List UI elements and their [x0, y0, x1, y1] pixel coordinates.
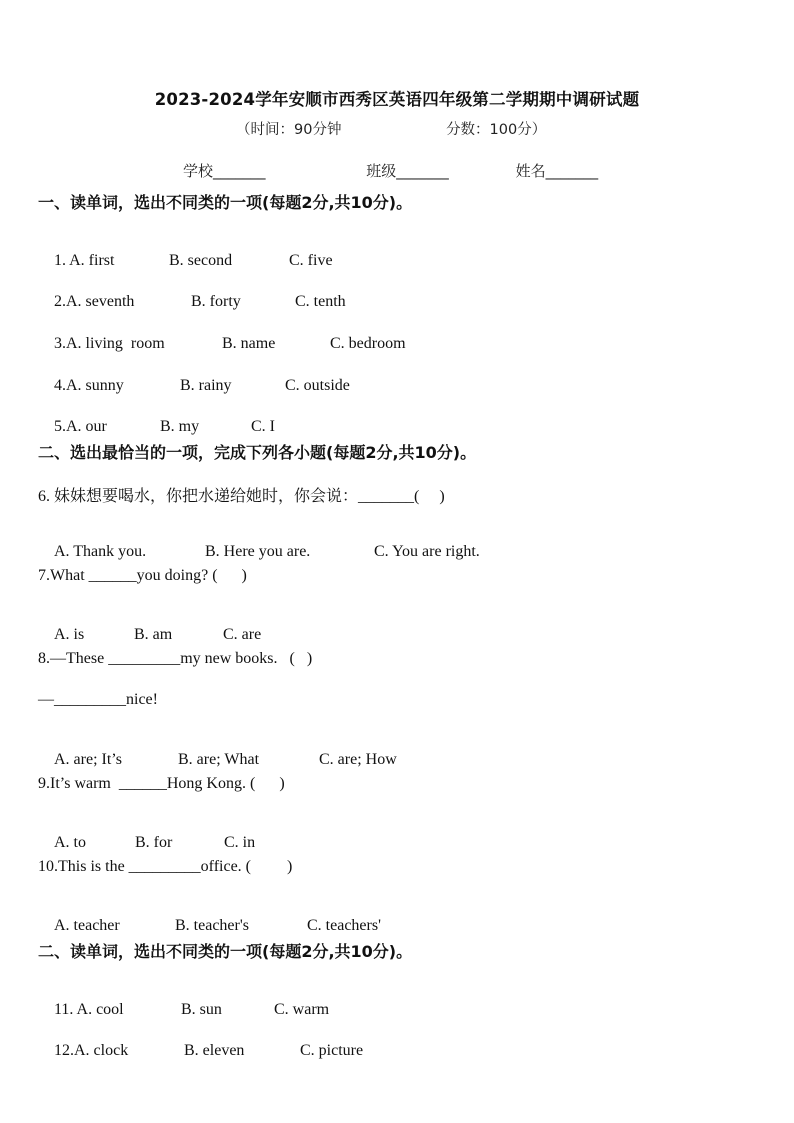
option-b: B. Here you are.	[205, 543, 311, 560]
option-b: B. are; What	[178, 751, 260, 768]
option-c: C. in	[224, 834, 256, 851]
option-c: C. tenth	[295, 293, 346, 310]
question-12	[38, 1024, 363, 1078]
option-b: B. second	[169, 252, 233, 269]
option-b: B. name	[222, 335, 276, 352]
option-c: C. are	[223, 626, 262, 643]
page-title: 2023-2024学年安顺市西秀区英语四年级第二学期期中调研试题	[154, 90, 640, 109]
question-9: 9.It’s warm ______Hong Kong. ( )	[38, 775, 285, 792]
option-a: A. are; It’s	[54, 751, 122, 768]
option-b: B. for	[135, 834, 173, 851]
question-8: 8.—These _________my new books. ( )	[38, 650, 313, 667]
option-b: B. my	[160, 418, 200, 435]
option-c: C. five	[289, 252, 333, 269]
option-b: B. eleven	[184, 1042, 245, 1059]
option-c: C. warm	[274, 1001, 330, 1018]
option-a: 1. A. first	[54, 252, 115, 269]
option-c: C. bedroom	[330, 335, 406, 352]
exam-meta	[236, 118, 546, 139]
option-a: 3.A. living room	[54, 335, 165, 352]
option-a: 5.A. our	[54, 418, 107, 435]
name-field: 姓名_______	[515, 162, 599, 180]
question-6: 6. 妹妹想要喝水，你把水递给她时，你会说：_______( )	[38, 488, 445, 505]
option-a: A. is	[54, 626, 85, 643]
option-a: A. Thank you.	[54, 543, 147, 560]
option-b: B. teacher's	[175, 917, 249, 934]
school-field: 学校_______	[183, 162, 266, 180]
option-a: A. to	[54, 834, 86, 851]
question-8-reply: —_________nice!	[38, 691, 158, 708]
section-heading-3: 二、读单词，选出不同类的一项(每题2分,共10分)。	[38, 942, 413, 961]
option-a: 4.A. sunny	[54, 377, 124, 394]
question-7: 7.What ______you doing? ( )	[38, 567, 247, 584]
option-a: A. teacher	[54, 917, 120, 934]
question-10: 10.This is the _________office. ( )	[38, 858, 293, 875]
option-c: C. are; How	[319, 751, 397, 768]
option-b: B. rainy	[180, 377, 232, 394]
option-a: 11. A. cool	[54, 1001, 124, 1018]
option-b: B. am	[134, 626, 173, 643]
option-a: 2.A. seventh	[54, 293, 135, 310]
student-info	[183, 160, 598, 181]
option-c: C. outside	[285, 377, 350, 394]
section-heading-1: 一、读单词，选出不同类的一项(每题2分,共10分)。	[38, 193, 413, 212]
option-c: C. teachers'	[307, 917, 381, 934]
option-c: C. picture	[300, 1042, 364, 1059]
option-c: C. You are right.	[374, 543, 480, 560]
option-b: B. forty	[191, 293, 241, 310]
exam-time: （时间：90分钟	[236, 122, 342, 138]
option-a: 12.A. clock	[54, 1042, 129, 1059]
option-c: C. I	[251, 418, 275, 435]
option-b: B. sun	[181, 1001, 222, 1018]
exam-score: 分数：100分）	[446, 122, 547, 138]
class-field: 班级_______	[366, 162, 449, 180]
section-heading-2: 二、选出最恰当的一项，完成下列各小题(每题2分,共10分)。	[38, 443, 477, 462]
